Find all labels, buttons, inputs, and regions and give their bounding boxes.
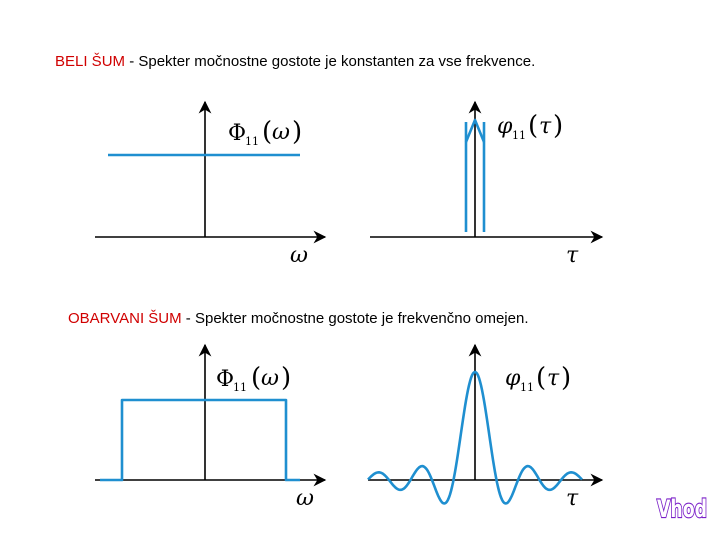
diagram-colored-autocorrelation [368, 345, 602, 511]
tau-arg: τ [539, 114, 552, 139]
phi-upper-symbol: Φ [216, 367, 235, 392]
subscript-11: 11 [520, 381, 534, 394]
white-noise-title: BELI ŠUM [55, 53, 126, 70]
open-paren: ( [251, 363, 262, 393]
colored-noise-text: - Spekter močnostne gostote je frekvenčno omejen. [181, 310, 529, 327]
tau-arg: τ [547, 366, 560, 391]
omega-axis-label: ω [296, 486, 314, 511]
close-paren: ) [281, 363, 292, 393]
omega-arg: ω [272, 120, 290, 145]
subscript-11: 11 [233, 381, 247, 394]
diagram-white-autocorrelation [370, 102, 602, 268]
open-paren: ( [528, 111, 539, 141]
white-noise-text: - Spekter močnostne gostote je konstanten za vse frekvence. [125, 53, 536, 70]
omega-axis-label: ω [290, 243, 308, 268]
tau-axis-label: τ [566, 486, 579, 511]
colored-noise-title: OBARVANI ŠUM [68, 310, 182, 327]
close-paren: ) [561, 363, 572, 393]
phi-upper-symbol: Φ [228, 121, 247, 146]
subscript-11: 11 [512, 129, 526, 142]
vhod-button[interactable] [655, 490, 709, 523]
close-paren: ) [553, 111, 564, 141]
open-paren: ( [536, 363, 547, 393]
vhod-button-label[interactable]: Vhod [657, 495, 707, 523]
tau-axis-label: τ [566, 243, 579, 268]
subscript-11: 11 [245, 135, 259, 148]
close-paren: ) [292, 117, 303, 147]
open-paren: ( [262, 117, 273, 147]
diagram-colored-spectrum [95, 345, 325, 511]
omega-arg: ω [261, 366, 279, 391]
diagram-white-spectrum [95, 102, 325, 268]
phi-lower-symbol: φ [497, 114, 513, 139]
phi-lower-symbol: φ [505, 366, 521, 391]
band-limited-spectrum [100, 400, 300, 480]
